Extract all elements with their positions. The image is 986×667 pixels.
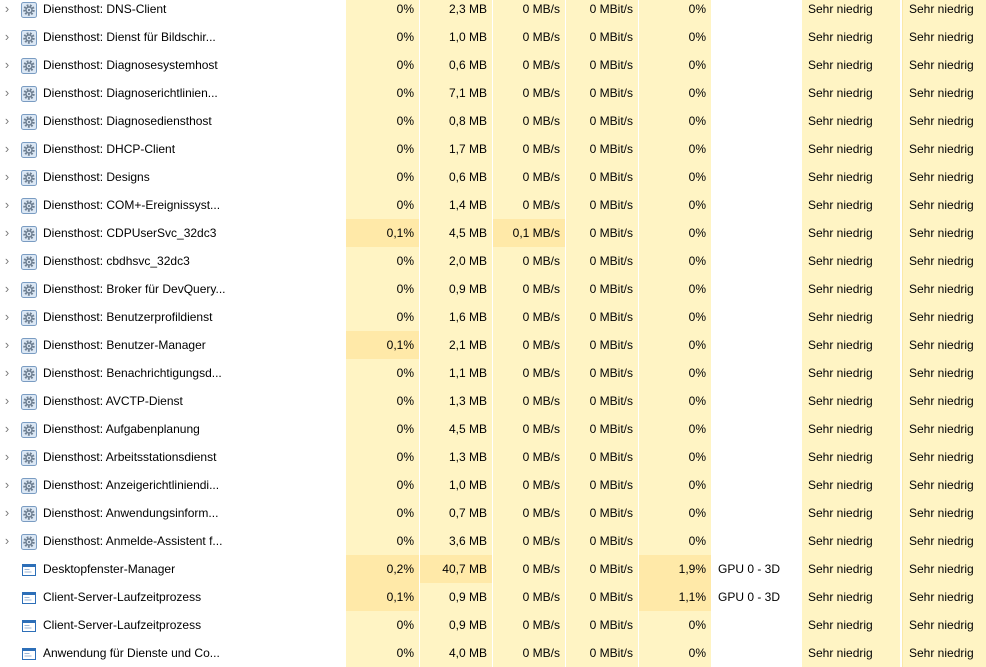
process-name: Diensthost: Diagnosediensthost	[43, 114, 212, 128]
power-usage-cell: Sehr niedrig	[802, 51, 900, 79]
power-usage-cell: Sehr niedrig	[802, 387, 900, 415]
disk-cell: 0 MB/s	[493, 639, 565, 667]
cpu-cell: 0%	[346, 443, 419, 471]
table-row[interactable]	[0, 443, 986, 471]
memory-cell: 4,5 MB	[420, 415, 492, 443]
expand-chevron-icon[interactable]: ›	[4, 421, 10, 436]
power-trend-cell: Sehr niedrig	[902, 611, 986, 639]
expand-chevron-icon[interactable]: ›	[4, 337, 10, 352]
disk-cell: 0 MB/s	[493, 555, 565, 583]
gpu-engine-cell	[712, 639, 800, 667]
gpu-engine-cell	[712, 135, 800, 163]
network-cell: 0 MBit/s	[566, 583, 638, 611]
power-trend-cell: Sehr niedrig	[902, 527, 986, 555]
memory-cell: 1,0 MB	[420, 23, 492, 51]
process-name: Diensthost: DHCP-Client	[43, 142, 176, 156]
process-name: Client-Server-Laufzeitprozess	[43, 590, 202, 604]
process-name: Diensthost: Anzeigerichtliniendi...	[43, 478, 220, 492]
gpu-engine-cell	[712, 303, 800, 331]
gpu-cell: 0%	[639, 0, 711, 23]
power-usage-cell: Sehr niedrig	[802, 23, 900, 51]
gear-icon	[21, 338, 37, 354]
cpu-cell: 0%	[346, 51, 419, 79]
power-trend-cell: Sehr niedrig	[902, 275, 986, 303]
gpu-engine-cell	[712, 611, 800, 639]
power-trend-cell: Sehr niedrig	[902, 79, 986, 107]
memory-cell: 1,1 MB	[420, 359, 492, 387]
gpu-engine-cell	[712, 415, 800, 443]
power-trend-cell: Sehr niedrig	[902, 23, 986, 51]
process-name: Anwendung für Dienste und Co...	[43, 646, 220, 660]
power-usage-cell: Sehr niedrig	[802, 499, 900, 527]
expand-chevron-icon[interactable]: ›	[4, 169, 10, 184]
network-cell: 0 MBit/s	[566, 443, 638, 471]
gear-icon	[21, 58, 37, 74]
table-row[interactable]	[0, 79, 986, 107]
gpu-engine-cell	[712, 499, 800, 527]
disk-cell: 0 MB/s	[493, 499, 565, 527]
expand-chevron-icon[interactable]: ›	[4, 197, 10, 212]
table-row[interactable]	[0, 303, 986, 331]
process-name: Diensthost: cbdhsvc_32dc3	[43, 254, 190, 268]
memory-cell: 0,9 MB	[420, 583, 492, 611]
cpu-cell: 0%	[346, 79, 419, 107]
gpu-engine-cell	[712, 527, 800, 555]
process-name: Diensthost: CDPUserSvc_32dc3	[43, 226, 217, 240]
disk-cell: 0 MB/s	[493, 611, 565, 639]
process-name: Diensthost: AVCTP-Dienst	[43, 394, 183, 408]
table-row[interactable]	[0, 135, 986, 163]
memory-cell: 7,1 MB	[420, 79, 492, 107]
cpu-cell: 0%	[346, 387, 419, 415]
gpu-cell: 0%	[639, 107, 711, 135]
table-row[interactable]	[0, 415, 986, 443]
expand-chevron-icon[interactable]: ›	[4, 309, 10, 324]
network-cell: 0 MBit/s	[566, 135, 638, 163]
power-usage-cell: Sehr niedrig	[802, 527, 900, 555]
network-cell: 0 MBit/s	[566, 219, 638, 247]
gear-icon	[21, 478, 37, 494]
gpu-engine-cell	[712, 471, 800, 499]
process-name: Desktopfenster-Manager	[43, 562, 176, 576]
power-usage-cell: Sehr niedrig	[802, 471, 900, 499]
gear-icon	[21, 30, 37, 46]
window-app-icon	[21, 590, 37, 606]
power-trend-cell: Sehr niedrig	[902, 135, 986, 163]
gear-icon	[21, 506, 37, 522]
cpu-cell: 0%	[346, 611, 419, 639]
memory-cell: 0,6 MB	[420, 163, 492, 191]
memory-cell: 2,1 MB	[420, 331, 492, 359]
disk-cell: 0 MB/s	[493, 331, 565, 359]
table-row[interactable]	[0, 527, 986, 555]
memory-cell: 2,0 MB	[420, 247, 492, 275]
power-usage-cell: Sehr niedrig	[802, 415, 900, 443]
process-name: Diensthost: Benutzerprofildienst	[43, 310, 213, 324]
cpu-cell: 0%	[346, 191, 419, 219]
gpu-engine-cell	[712, 79, 800, 107]
expand-chevron-icon[interactable]: ›	[4, 141, 10, 156]
gpu-cell: 0%	[639, 303, 711, 331]
table-row[interactable]	[0, 51, 986, 79]
power-trend-cell: Sehr niedrig	[902, 639, 986, 667]
memory-cell: 0,6 MB	[420, 51, 492, 79]
power-usage-cell: Sehr niedrig	[802, 583, 900, 611]
gpu-cell: 0%	[639, 611, 711, 639]
window-app-icon	[21, 646, 37, 662]
cpu-cell: 0%	[346, 23, 419, 51]
gpu-cell: 1,9%	[639, 555, 711, 583]
power-trend-cell: Sehr niedrig	[902, 583, 986, 611]
disk-cell: 0 MB/s	[493, 275, 565, 303]
network-cell: 0 MBit/s	[566, 0, 638, 23]
process-name: Client-Server-Laufzeitprozess	[43, 618, 202, 632]
power-trend-cell: Sehr niedrig	[902, 51, 986, 79]
process-name: Diensthost: Dienst für Bildschir...	[43, 30, 216, 44]
memory-cell: 1,0 MB	[420, 471, 492, 499]
gpu-engine-cell	[712, 51, 800, 79]
disk-cell: 0 MB/s	[493, 163, 565, 191]
table-row[interactable]	[0, 191, 986, 219]
table-row[interactable]	[0, 23, 986, 51]
expand-chevron-icon[interactable]: ›	[4, 225, 10, 240]
network-cell: 0 MBit/s	[566, 387, 638, 415]
power-usage-cell: Sehr niedrig	[802, 303, 900, 331]
gpu-engine-cell	[712, 23, 800, 51]
gpu-cell: 1,1%	[639, 583, 711, 611]
power-trend-cell: Sehr niedrig	[902, 247, 986, 275]
network-cell: 0 MBit/s	[566, 23, 638, 51]
window-app-icon	[21, 618, 37, 634]
cpu-cell: 0,2%	[346, 555, 419, 583]
gpu-engine-cell: GPU 0 - 3D	[718, 590, 781, 604]
cpu-cell: 0%	[346, 163, 419, 191]
expand-chevron-icon[interactable]: ›	[4, 85, 10, 100]
power-usage-cell: Sehr niedrig	[802, 611, 900, 639]
gpu-engine-cell	[712, 275, 800, 303]
memory-cell: 0,8 MB	[420, 107, 492, 135]
gpu-engine-cell	[712, 331, 800, 359]
disk-cell: 0 MB/s	[493, 359, 565, 387]
power-trend-cell: Sehr niedrig	[902, 303, 986, 331]
gpu-cell: 0%	[639, 247, 711, 275]
gear-icon	[21, 114, 37, 130]
power-usage-cell: Sehr niedrig	[802, 359, 900, 387]
expand-chevron-icon[interactable]: ›	[4, 477, 10, 492]
gear-icon	[21, 282, 37, 298]
expand-chevron-icon[interactable]: ›	[4, 533, 10, 548]
cpu-cell: 0%	[346, 135, 419, 163]
gpu-engine-cell	[712, 247, 800, 275]
network-cell: 0 MBit/s	[566, 79, 638, 107]
cpu-cell: 0%	[346, 107, 419, 135]
power-usage-cell: Sehr niedrig	[802, 191, 900, 219]
power-usage-cell: Sehr niedrig	[802, 219, 900, 247]
gear-icon	[21, 2, 37, 18]
power-usage-cell: Sehr niedrig	[802, 639, 900, 667]
power-trend-cell: Sehr niedrig	[902, 107, 986, 135]
gpu-cell: 0%	[639, 219, 711, 247]
process-name: Diensthost: DNS-Client	[43, 2, 167, 16]
disk-cell: 0 MB/s	[493, 191, 565, 219]
network-cell: 0 MBit/s	[566, 107, 638, 135]
gpu-cell: 0%	[639, 331, 711, 359]
expand-chevron-icon[interactable]: ›	[4, 449, 10, 464]
gpu-engine-cell	[712, 359, 800, 387]
gpu-cell: 0%	[639, 639, 711, 667]
power-trend-cell: Sehr niedrig	[902, 191, 986, 219]
power-usage-cell: Sehr niedrig	[802, 107, 900, 135]
power-usage-cell: Sehr niedrig	[802, 443, 900, 471]
gpu-cell: 0%	[639, 163, 711, 191]
disk-cell: 0 MB/s	[493, 107, 565, 135]
network-cell: 0 MBit/s	[566, 499, 638, 527]
cpu-cell: 0%	[346, 0, 419, 23]
network-cell: 0 MBit/s	[566, 163, 638, 191]
power-usage-cell: Sehr niedrig	[802, 79, 900, 107]
power-trend-cell: Sehr niedrig	[902, 499, 986, 527]
gpu-cell: 0%	[639, 415, 711, 443]
table-row[interactable]	[0, 359, 986, 387]
expand-chevron-icon[interactable]: ›	[4, 57, 10, 72]
disk-cell: 0 MB/s	[493, 303, 565, 331]
table-row[interactable]	[0, 247, 986, 275]
table-row[interactable]	[0, 387, 986, 415]
power-trend-cell: Sehr niedrig	[902, 443, 986, 471]
gpu-cell: 0%	[639, 443, 711, 471]
gpu-cell: 0%	[639, 275, 711, 303]
disk-cell: 0 MB/s	[493, 135, 565, 163]
table-row[interactable]	[0, 0, 986, 23]
memory-cell: 1,3 MB	[420, 443, 492, 471]
cpu-cell: 0%	[346, 499, 419, 527]
process-name: Diensthost: Designs	[43, 170, 150, 184]
disk-cell: 0,1 MB/s	[493, 219, 565, 247]
table-row[interactable]	[0, 163, 986, 191]
disk-cell: 0 MB/s	[493, 0, 565, 23]
power-usage-cell: Sehr niedrig	[802, 331, 900, 359]
disk-cell: 0 MB/s	[493, 471, 565, 499]
network-cell: 0 MBit/s	[566, 331, 638, 359]
cpu-cell: 0%	[346, 303, 419, 331]
gear-icon	[21, 310, 37, 326]
network-cell: 0 MBit/s	[566, 555, 638, 583]
gpu-engine-cell	[712, 387, 800, 415]
expand-chevron-icon[interactable]: ›	[4, 365, 10, 380]
power-trend-cell: Sehr niedrig	[902, 359, 986, 387]
network-cell: 0 MBit/s	[566, 247, 638, 275]
cpu-cell: 0%	[346, 247, 419, 275]
power-trend-cell: Sehr niedrig	[902, 387, 986, 415]
memory-cell: 1,3 MB	[420, 387, 492, 415]
gpu-engine-cell	[712, 163, 800, 191]
memory-cell: 0,7 MB	[420, 499, 492, 527]
gear-icon	[21, 254, 37, 270]
process-name: Diensthost: Arbeitsstationsdienst	[43, 450, 217, 464]
disk-cell: 0 MB/s	[493, 79, 565, 107]
power-trend-cell: Sehr niedrig	[902, 163, 986, 191]
expand-chevron-icon[interactable]: ›	[4, 29, 10, 44]
disk-cell: 0 MB/s	[493, 583, 565, 611]
table-row[interactable]	[0, 471, 986, 499]
power-trend-cell: Sehr niedrig	[902, 219, 986, 247]
cpu-cell: 0%	[346, 527, 419, 555]
network-cell: 0 MBit/s	[566, 527, 638, 555]
power-usage-cell: Sehr niedrig	[802, 0, 900, 23]
network-cell: 0 MBit/s	[566, 303, 638, 331]
network-cell: 0 MBit/s	[566, 191, 638, 219]
cpu-cell: 0,1%	[346, 331, 419, 359]
power-trend-cell: Sehr niedrig	[902, 0, 986, 23]
process-name: Diensthost: Diagnoserichtlinien...	[43, 86, 218, 100]
gear-icon	[21, 170, 37, 186]
network-cell: 0 MBit/s	[566, 359, 638, 387]
power-usage-cell: Sehr niedrig	[802, 275, 900, 303]
cpu-cell: 0%	[346, 359, 419, 387]
process-name: Diensthost: Anwendungsinform...	[43, 506, 219, 520]
gpu-engine-cell	[712, 219, 800, 247]
memory-cell: 1,7 MB	[420, 135, 492, 163]
process-name: Diensthost: Benachrichtigungsd...	[43, 366, 222, 380]
memory-cell: 1,6 MB	[420, 303, 492, 331]
window-app-icon	[21, 562, 37, 578]
power-usage-cell: Sehr niedrig	[802, 247, 900, 275]
expand-chevron-icon[interactable]: ›	[4, 505, 10, 520]
network-cell: 0 MBit/s	[566, 639, 638, 667]
memory-cell: 4,5 MB	[420, 219, 492, 247]
expand-chevron-icon[interactable]: ›	[4, 393, 10, 408]
power-usage-cell: Sehr niedrig	[802, 163, 900, 191]
process-name: Diensthost: Broker für DevQuery...	[43, 282, 226, 296]
disk-cell: 0 MB/s	[493, 23, 565, 51]
expand-chevron-icon[interactable]: ›	[4, 1, 10, 16]
gear-icon	[21, 422, 37, 438]
disk-cell: 0 MB/s	[493, 443, 565, 471]
cpu-cell: 0%	[346, 275, 419, 303]
table-row[interactable]	[0, 219, 986, 247]
table-row[interactable]	[0, 583, 986, 611]
expand-chevron-icon[interactable]: ›	[4, 281, 10, 296]
power-trend-cell: Sehr niedrig	[902, 555, 986, 583]
gpu-cell: 0%	[639, 359, 711, 387]
memory-cell: 40,7 MB	[420, 555, 492, 583]
disk-cell: 0 MB/s	[493, 415, 565, 443]
disk-cell: 0 MB/s	[493, 247, 565, 275]
disk-cell: 0 MB/s	[493, 387, 565, 415]
network-cell: 0 MBit/s	[566, 471, 638, 499]
gear-icon	[21, 366, 37, 382]
power-trend-cell: Sehr niedrig	[902, 331, 986, 359]
cpu-cell: 0,1%	[346, 219, 419, 247]
gpu-engine-cell	[712, 107, 800, 135]
gpu-engine-cell: GPU 0 - 3D	[718, 562, 781, 576]
gear-icon	[21, 86, 37, 102]
memory-cell: 4,0 MB	[420, 639, 492, 667]
gpu-engine-cell	[712, 443, 800, 471]
cpu-cell: 0,1%	[346, 583, 419, 611]
memory-cell: 0,9 MB	[420, 275, 492, 303]
disk-cell: 0 MB/s	[493, 51, 565, 79]
network-cell: 0 MBit/s	[566, 611, 638, 639]
table-row[interactable]	[0, 499, 986, 527]
gpu-cell: 0%	[639, 51, 711, 79]
cpu-cell: 0%	[346, 415, 419, 443]
gpu-cell: 0%	[639, 191, 711, 219]
gpu-cell: 0%	[639, 23, 711, 51]
network-cell: 0 MBit/s	[566, 275, 638, 303]
cpu-cell: 0%	[346, 471, 419, 499]
process-name: Diensthost: Diagnosesystemhost	[43, 58, 218, 72]
table-row[interactable]	[0, 275, 986, 303]
gear-icon	[21, 534, 37, 550]
gpu-cell: 0%	[639, 471, 711, 499]
table-row[interactable]	[0, 107, 986, 135]
process-name: Diensthost: Benutzer-Manager	[43, 338, 206, 352]
table-row[interactable]	[0, 639, 986, 667]
table-row[interactable]	[0, 555, 986, 583]
expand-chevron-icon[interactable]: ›	[4, 113, 10, 128]
power-trend-cell: Sehr niedrig	[902, 415, 986, 443]
gpu-cell: 0%	[639, 387, 711, 415]
expand-chevron-icon[interactable]: ›	[4, 253, 10, 268]
network-cell: 0 MBit/s	[566, 415, 638, 443]
gear-icon	[21, 394, 37, 410]
memory-cell: 0,9 MB	[420, 611, 492, 639]
gear-icon	[21, 142, 37, 158]
memory-cell: 2,3 MB	[420, 0, 492, 23]
gpu-cell: 0%	[639, 527, 711, 555]
gpu-engine-cell	[712, 0, 800, 23]
power-usage-cell: Sehr niedrig	[802, 555, 900, 583]
process-name: Diensthost: Aufgabenplanung	[43, 422, 200, 436]
power-trend-cell: Sehr niedrig	[902, 471, 986, 499]
cpu-cell: 0%	[346, 639, 419, 667]
gpu-cell: 0%	[639, 499, 711, 527]
network-cell: 0 MBit/s	[566, 51, 638, 79]
process-name: Diensthost: COM+-Ereignissyst...	[43, 198, 221, 212]
table-row[interactable]	[0, 331, 986, 359]
gpu-cell: 0%	[639, 79, 711, 107]
gear-icon	[21, 226, 37, 242]
gear-icon	[21, 198, 37, 214]
gpu-engine-cell	[712, 191, 800, 219]
process-name: Diensthost: Anmelde-Assistent f...	[43, 534, 223, 548]
gpu-cell: 0%	[639, 135, 711, 163]
disk-cell: 0 MB/s	[493, 527, 565, 555]
gear-icon	[21, 450, 37, 466]
memory-cell: 1,4 MB	[420, 191, 492, 219]
table-row[interactable]	[0, 611, 986, 639]
power-usage-cell: Sehr niedrig	[802, 135, 900, 163]
memory-cell: 3,6 MB	[420, 527, 492, 555]
